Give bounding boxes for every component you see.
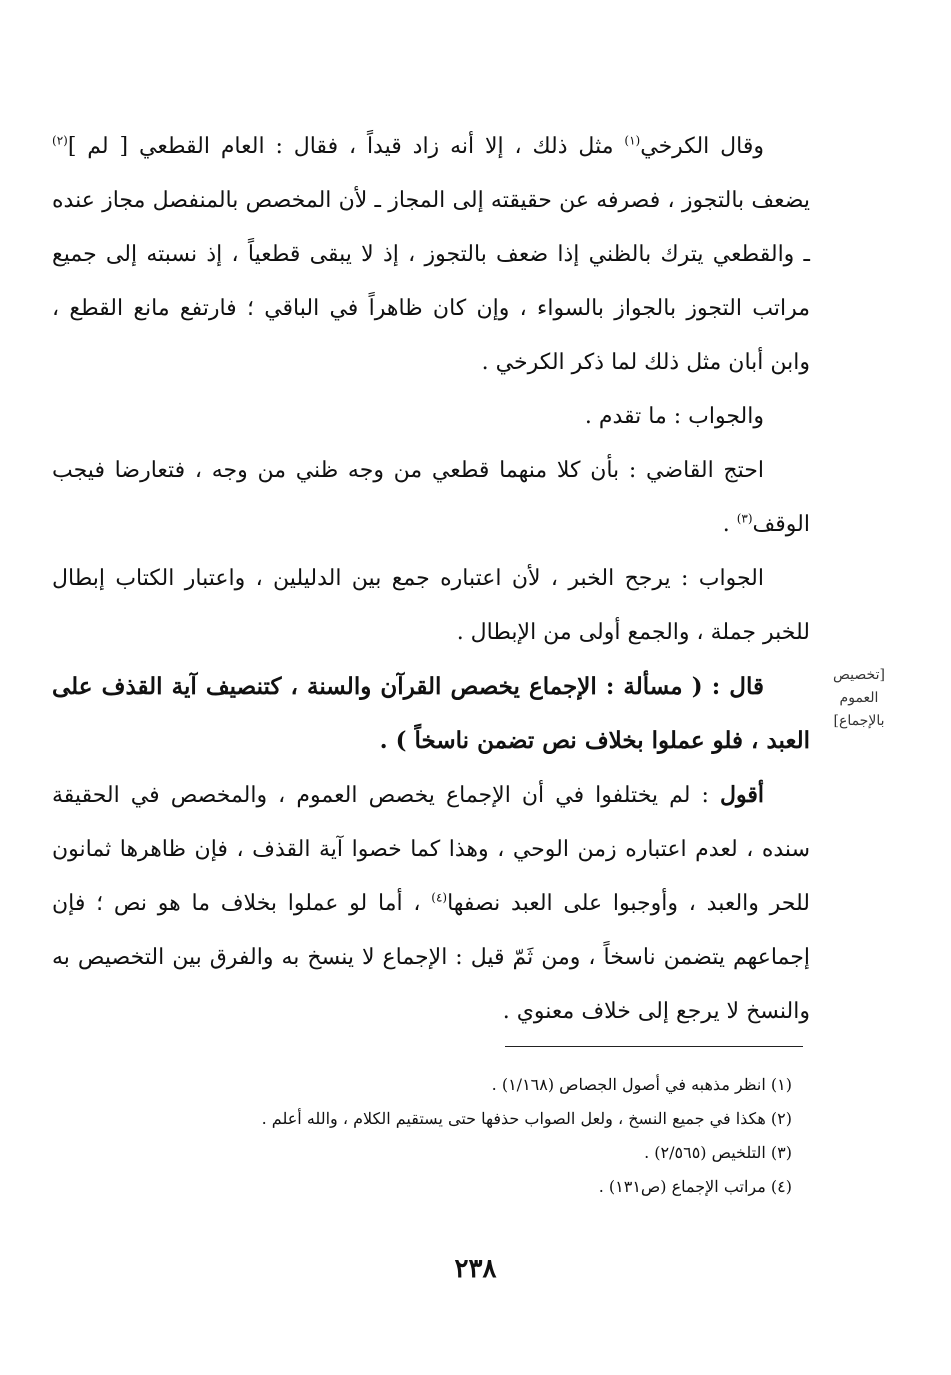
- margin-note-line: [تخصيص: [833, 667, 885, 683]
- paragraph-karkhi: [52, 120, 810, 390]
- footnote-4: (٤) مراتب الإجماع (ص١٣١) .: [598, 1177, 792, 1196]
- footnote-ref-1[interactable]: (١): [624, 133, 641, 148]
- footnote-2: (٢) هكذا في جميع النسخ ، ولعل الصواب حذفها حتى يستقيم الكلام ، والله أعلم .: [261, 1109, 792, 1128]
- margin-note-line: بالإجماع]: [833, 713, 885, 729]
- paragraph-text: وقال الكرخي: [640, 134, 764, 159]
- footnote-ref-4[interactable]: (٤): [431, 890, 448, 905]
- paragraph-text: يضعف بالتجوز ، فصرفه عن حقيقته إلى المجاز ـ لأن المخصص بالمنفصل مجاز عنده ـ والقطعي يترك بالظني إذا ضعف بالتجوز ، إذ لا يبقى قطعياً ، إذ نسبته إلى جميع مراتب التجوز بالجواز بالسواء ، وإن كان ظاهراً في الباقي ؛ فارتفع مانع القطع ، وابن أبان مثل ذلك لما ذكر الكرخي .: [52, 188, 810, 375]
- paragraph-text: : لم يختلفوا في أن الإجماع يخصص العموم ، والمخصص في الحقيقة سنده ، لعدم اعتباره زمن الوحي ، وهذا كما خصوا آية القذف ، فإن ظاهرها ثمانون للحر والعبد ، وأوجبوا على العبد نصفها: [52, 783, 810, 916]
- paragraph-qadi: [52, 444, 810, 552]
- body-text: [52, 120, 810, 1039]
- footnote-divider: [505, 1046, 803, 1047]
- paragraph-text: ، أما لو عملوا بخلاف ما هو نص ؛ فإن إجماعهم يتضمن ناسخاً ، ومن ثَمّ قيل : الإجماع لا ينسخ به والفرق بين التخصيص به والنسخ لا يرجع إلى خلاف معنوي .: [52, 891, 810, 1024]
- paragraph-answer-2: الجواب : يرجح الخبر ، لأن اعتباره جمع بين الدليلين ، واعتبار الكتاب إبطال للخبر جملة ، والجمع أولى من الإبطال .: [52, 566, 810, 645]
- paragraph-text: مثل ذلك ، إلا أنه زاد قيداً ، فقال : العام القطعي [ لم ]: [67, 134, 625, 159]
- footnotes: [100, 1068, 792, 1204]
- footnote-3: (٣) التلخيص (٢/٥٦٥) .: [644, 1143, 792, 1162]
- paragraph-text: .: [722, 512, 737, 537]
- page-number: ٢٣٨: [454, 1254, 497, 1284]
- paragraph-aqul: [52, 768, 810, 1039]
- paragraph-masala: قال : ( مسألة : الإجماع يخصص القرآن والسنة ، كتنصيف آية القذف على العبد ، فلو عملوا بخلاف نص تضمن ناسخاً ) .: [52, 673, 810, 754]
- paragraph-answer-1: والجواب : ما تقدم .: [584, 404, 764, 429]
- paragraph-text: احتج القاضي : بأن كلا منهما قطعي من وجه ظني من وجه ، فتعارضا فيجب الوقف: [52, 458, 810, 537]
- margin-note: [818, 664, 900, 733]
- footnote-ref-2[interactable]: (٢): [52, 133, 68, 148]
- margin-note-line: العموم: [839, 690, 879, 706]
- footnote-ref-3[interactable]: (٣): [736, 511, 753, 526]
- footnote-1: (١) انظر مذهبه في أصول الجصاص (١/١٦٨) .: [491, 1075, 792, 1094]
- aqul-lead: أقول: [720, 782, 764, 808]
